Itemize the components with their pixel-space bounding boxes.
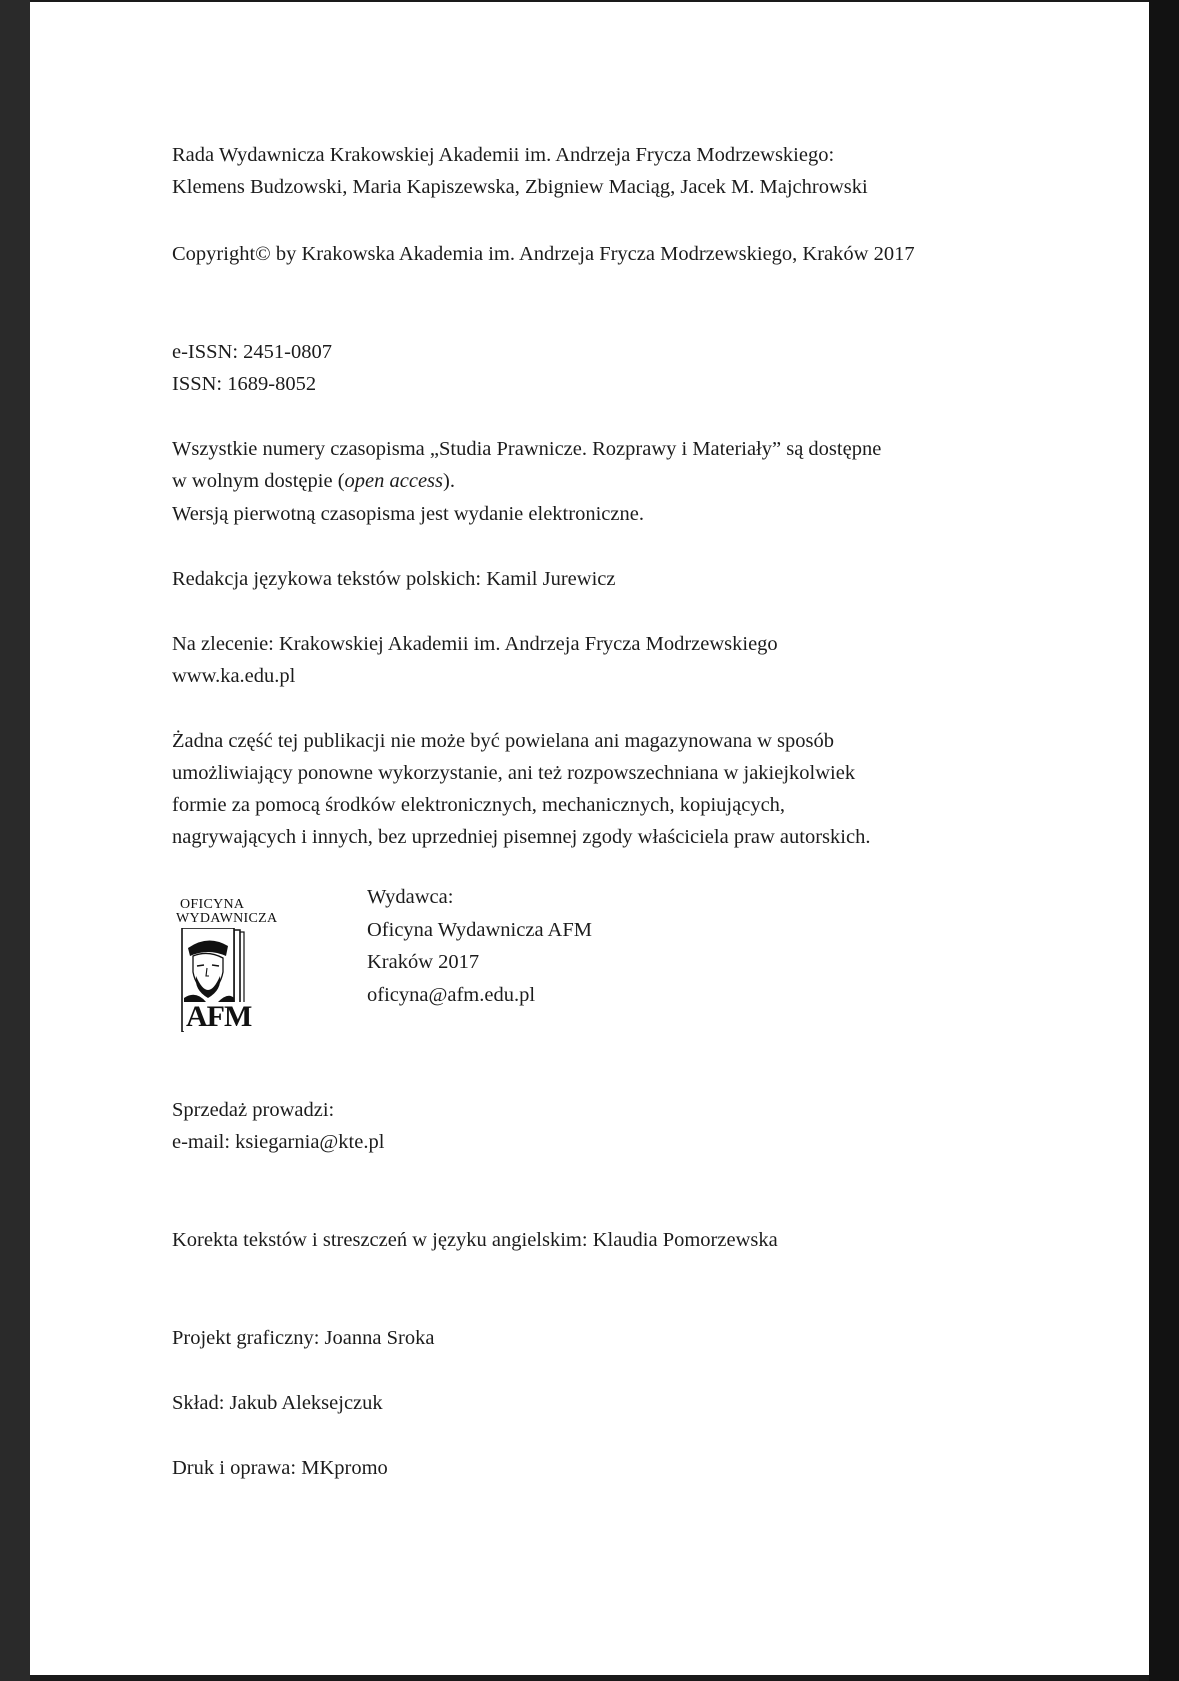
editorial-board-members: Klemens Budzowski, Maria Kapiszewska, Zbigniew Maciąg, Jacek M. Majchrowski <box>172 176 868 198</box>
open-access-term: open access <box>344 470 444 492</box>
english-proofreading-credit: Korekta tekstów i streszczeń w języku angielskim: Klaudia Pomorzewska <box>172 1229 778 1251</box>
commission-line: Na zlecenie: Krakowskiej Akademii im. Andrzeja Frycza Modrzewskiego <box>172 633 778 655</box>
rights-line-4: nagrywających i innych, bez uprzedniej pisemnej zgody właściciela praw autorskich. <box>172 826 871 848</box>
viewer-right-border <box>1149 0 1179 1681</box>
commission-website: www.ka.edu.pl <box>172 665 296 687</box>
publisher-block <box>367 881 592 1011</box>
publisher-place-year: Kraków 2017 <box>367 951 480 973</box>
rights-line-3: formie za pomocą środków elektronicznych, mechanicznych, kopiujących, <box>172 794 786 816</box>
logo-word-oficyna: OFICYNA <box>180 897 245 912</box>
publisher-email: oficyna@afm.edu.pl <box>367 983 536 1006</box>
document-page <box>30 2 1149 1675</box>
sales-label: Sprzedaż prowadzi: <box>172 1099 335 1121</box>
publisher-logo <box>176 898 294 1044</box>
issn: ISSN: 1689-8052 <box>172 373 317 395</box>
rights-line-2: umożliwiający ponowne wykorzystanie, ani też rozpowszechniana w jakiejkolwiek <box>172 762 856 784</box>
logo-word-wydawnicza: WYDAWNICZA <box>176 911 278 926</box>
typesetting-credit: Skład: Jakub Aleksejczuk <box>172 1392 383 1414</box>
editorial-board-heading: Rada Wydawnicza Krakowskiej Akademii im. Andrzeja Frycza Modrzewskiego: <box>172 144 835 166</box>
open-access-line-1: Wszystkie numery czasopisma „Studia Prawnicze. Rozprawy i Materiały” są dostępne <box>172 438 882 460</box>
open-access-line-2: w wolnym dostępie (open access). <box>172 470 455 492</box>
e-issn: e-ISSN: 2451-0807 <box>172 341 333 363</box>
rights-line-1: Żadna część tej publikacji nie może być powielana ani magazynowana w sposób <box>172 730 835 752</box>
graphic-design-credit: Projekt graficzny: Joanna Sroka <box>172 1327 435 1349</box>
sales-email: e-mail: ksiegarnia@kte.pl <box>172 1131 385 1153</box>
open-access-line-3: Wersją pierwotną czasopisma jest wydanie elektroniczne. <box>172 503 644 525</box>
publisher-label: Wydawca: <box>367 886 454 908</box>
copyright-notice: Copyright© by Krakowska Akademia im. Andrzeja Frycza Modrzewskiego, Kraków 2017 <box>172 243 915 265</box>
language-editing-credit: Redakcja językowa tekstów polskich: Kamil Jurewicz <box>172 568 616 590</box>
printing-credit: Druk i oprawa: MKpromo <box>172 1457 388 1479</box>
logo-mark-afm: AFM <box>186 1000 252 1033</box>
viewer-left-border <box>0 0 30 1681</box>
publisher-name: Oficyna Wydawnicza AFM <box>367 918 592 941</box>
